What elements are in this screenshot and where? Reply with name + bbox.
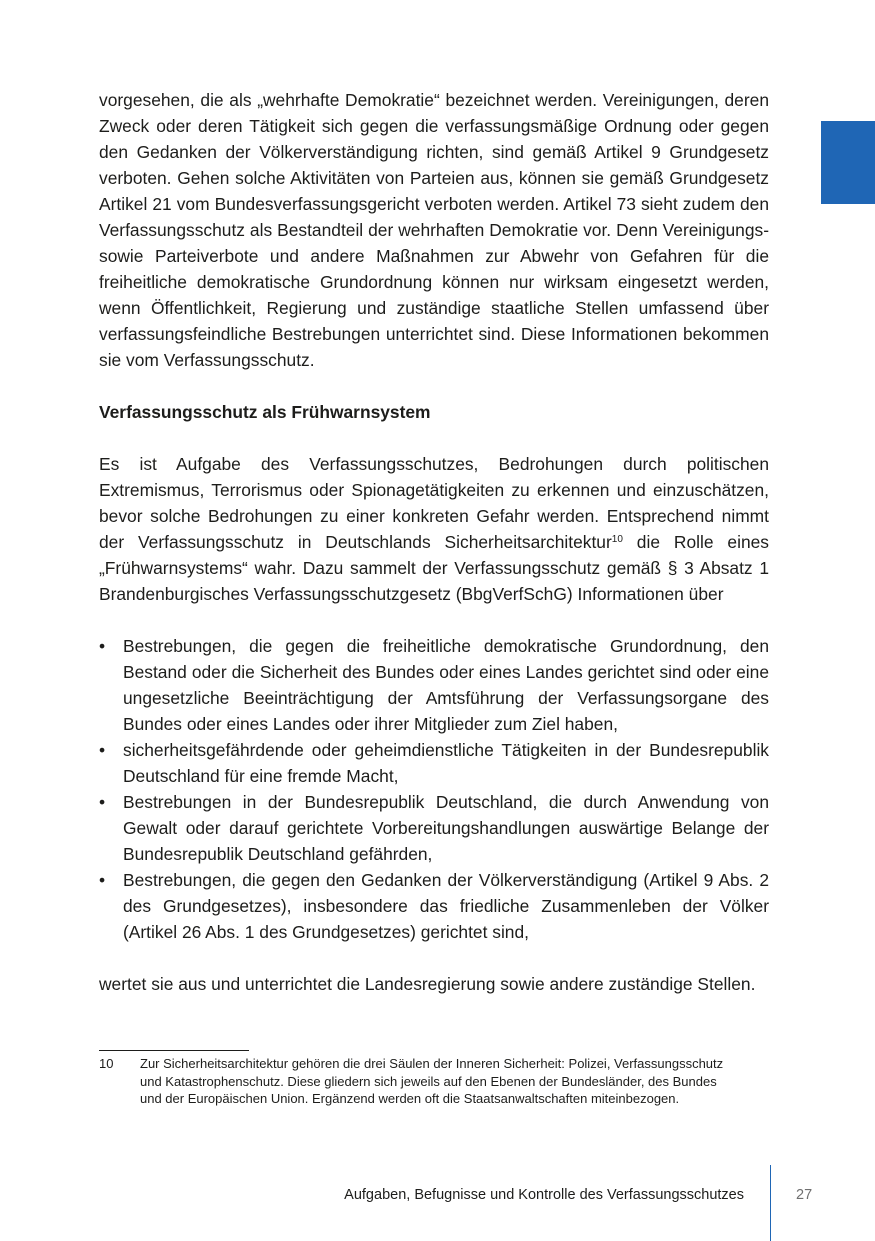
footnote-reference: 10 [611, 534, 623, 545]
section-paragraph-part1: Es ist Aufgabe des Verfassungsschutzes, Bedrohungen durch politischen Extremismus, Terrorismus oder Spionagetätigkeiten zu erkennen und einzuschätzen, bevor solche Bedrohungen zu einer konkreten Gefahr werden. Entsprechend nimmt der Verfassungsschutz in Deutschlands Sicherheitsarchitektur [99, 454, 769, 552]
section-paragraph [99, 451, 769, 607]
list-item [99, 789, 769, 867]
list-item-text: Bestrebungen, die gegen den Gedanken der Völkerverständigung (Artikel 9 Abs. 2 des Grundgesetzes), insbesondere das friedliche Zusammenleben der Völker (Artikel 26 Abs. 1 des Grundgesetzes) gerichtet sind, [123, 870, 769, 942]
bullet-marker: • [99, 740, 106, 760]
footer-divider [770, 1165, 771, 1241]
bullet-marker: • [99, 636, 106, 656]
list-item [99, 737, 769, 789]
list-item [99, 867, 769, 945]
footnote-divider [99, 1050, 249, 1051]
chapter-tab-marker [821, 121, 875, 204]
list-item-text: sicherheitsgefährdende oder geheimdienstliche Tätigkeiten in der Bundesrepublik Deutschland für eine fremde Macht, [123, 740, 769, 786]
section-heading: Verfassungsschutz als Frühwarnsystem [99, 402, 431, 422]
footnote [99, 1055, 739, 1108]
list-item [99, 633, 769, 737]
intro-paragraph: vorgesehen, die als „wehrhafte Demokratie“ bezeichnet werden. Vereinigungen, deren Zweck oder deren Tätigkeit sich gegen die verfassungsmäßige Ordnung oder gegen den Gedanken der Völkerverständigung richten, sind gemäß Artikel 9 Grundgesetz verboten. Gehen solche Aktivitäten von Parteien aus, können sie gemäß Grundgesetz Artikel 21 vom Bundesverfassungsgericht verboten werden. Artikel 73 sieht zudem den Verfassungsschutz als Bestandteil der wehrhaften Demokratie vor. Denn Vereinigungs- sowie Parteiverbote und andere Maßnahmen zur Abwehr von Gefahren für die freiheitliche demokratische Grundordnung können nur wirksam eingesetzt werden, wenn Öffentlichkeit, Regierung und zuständige staatliche Stellen umfassend über verfassungsfeindliche Bestrebungen unterrichtet sind. Diese Informationen bekommen sie vom Verfassungsschutz. [99, 90, 769, 370]
main-text [99, 87, 769, 997]
list-item-text: Bestrebungen, die gegen die freiheitliche demokratische Grundordnung, den Bestand oder die Sicherheit des Bundes oder eines Landes gerichtet sind oder eine ungesetzliche Beeinträchtigung der Amtsführung der Verfassungsorgane des Bundes oder eines Landes oder ihrer Mitglieder zum Ziel haben, [123, 636, 769, 734]
closing-paragraph: wertet sie aus und unterrichtet die Landesregierung sowie andere zuständige Stellen. [99, 974, 756, 994]
footnote-number: 10 [99, 1056, 114, 1071]
bullet-marker: • [99, 792, 106, 812]
bullet-list [99, 633, 769, 945]
section-paragraph-part2: die Rolle eines „Frühwarnsystems“ wahr. Dazu sammelt der Verfassungsschutz gemäß § 3 Absatz 1 Brandenburgisches Verfassungsschutzgesetz (BbgVerfSchG) Informationen über [99, 532, 769, 604]
page-number: 27 [796, 1187, 813, 1203]
list-item-text: Bestrebungen in der Bundesrepublik Deutschland, die durch Anwendung von Gewalt oder darauf gerichtete Vorbereitungshandlungen auswärtige Belange der Bundesrepublik Deutschland gefährden, [123, 792, 769, 864]
running-footer-title: Aufgaben, Befugnisse und Kontrolle des Verfassungsschutzes [344, 1187, 744, 1203]
bullet-marker: • [99, 870, 106, 890]
footnote-text: Zur Sicherheitsarchitektur gehören die drei Säulen der Inneren Sicherheit: Polizei, Verfassungsschutz und Katastrophenschutz. Diese gliedern sich jeweils auf den Ebenen der Bundesländer, des Bundes und der Europäischen Union. Ergänzend werden oft die Staatsanwaltschaften miteinbezogen. [140, 1056, 724, 1106]
